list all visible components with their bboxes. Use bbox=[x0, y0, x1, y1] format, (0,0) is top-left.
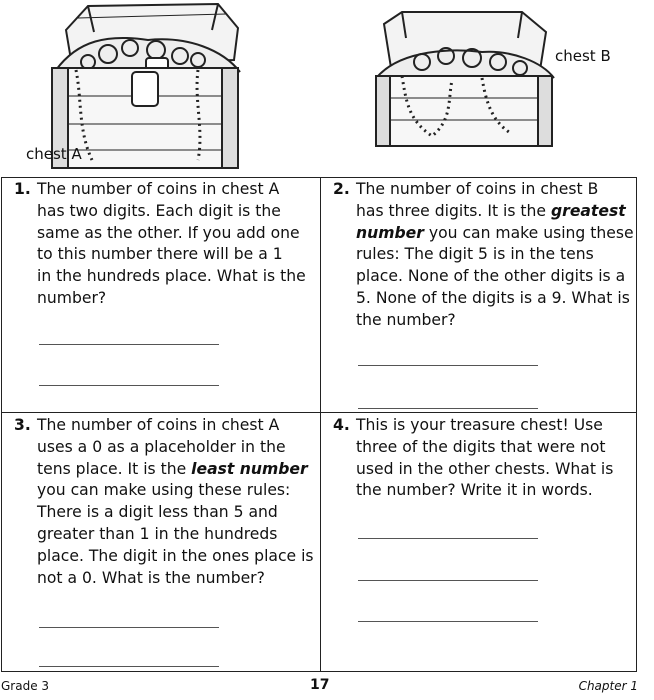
problem-4 bbox=[321, 414, 638, 672]
text-line: There is a digit less than 5 and bbox=[37, 503, 278, 522]
text-line bbox=[356, 201, 638, 223]
problem-number: 2. bbox=[333, 180, 350, 198]
text-line: has two digits. Each digit is the bbox=[37, 201, 281, 220]
chest-b-illustration bbox=[372, 10, 556, 150]
text-span: tens place. It is the bbox=[37, 459, 192, 478]
chest-b-label: chest B bbox=[555, 47, 611, 65]
problem-1 bbox=[2, 178, 320, 412]
problem-1-text bbox=[37, 179, 317, 310]
answer-line[interactable] bbox=[358, 621, 538, 622]
emphasis-number: number bbox=[356, 223, 424, 242]
text-line: This is your treasure chest! Use bbox=[356, 416, 603, 434]
text-span: has three digits. It is the bbox=[356, 201, 551, 220]
problem-number: 1. bbox=[14, 180, 31, 198]
footer-page-number: 17 bbox=[310, 677, 330, 693]
text-line: uses a 0 as a placeholder in the bbox=[37, 437, 286, 456]
answer-line[interactable] bbox=[358, 580, 538, 581]
text-line: same as the other. If you add one bbox=[37, 223, 300, 242]
problem-3 bbox=[2, 414, 320, 672]
chest-a-label: chest A bbox=[26, 145, 82, 163]
answer-line[interactable] bbox=[39, 666, 219, 667]
footer-grade: Grade 3 bbox=[1, 679, 50, 693]
grid-divider-horizontal bbox=[2, 412, 636, 413]
text-line: The number of coins in chest B bbox=[356, 180, 599, 198]
text-line: not a 0. What is the number? bbox=[37, 568, 265, 587]
text-line: you can make using these rules: bbox=[37, 481, 291, 500]
text-line: to this number there will be a 1 bbox=[37, 245, 283, 264]
text-span: you can make using these bbox=[423, 223, 634, 242]
problem-3-text bbox=[37, 415, 319, 589]
answer-line[interactable] bbox=[358, 408, 538, 409]
text-line: place. The digit in the ones place is bbox=[37, 546, 314, 565]
answer-line[interactable] bbox=[358, 365, 538, 366]
text-line: the number? bbox=[356, 310, 456, 329]
problem-number: 4. bbox=[333, 416, 350, 434]
problem-number: 3. bbox=[14, 416, 31, 434]
text-line: in the hundreds place. What is the bbox=[37, 267, 306, 286]
text-line: The number of coins in chest A bbox=[37, 416, 280, 434]
problem-4-text bbox=[356, 415, 638, 502]
text-line: place. None of the other digits is a bbox=[356, 267, 626, 286]
problem-grid bbox=[1, 177, 637, 672]
text-line: three of the digits that were not bbox=[356, 437, 606, 456]
text-line: rules: The digit 5 is in the tens bbox=[356, 245, 594, 264]
text-line: used in the other chests. What is bbox=[356, 459, 614, 478]
text-line: 5. None of the digits is a 9. What is bbox=[356, 288, 630, 307]
text-line bbox=[37, 459, 319, 481]
answer-line[interactable] bbox=[39, 344, 219, 345]
answer-line[interactable] bbox=[358, 538, 538, 539]
problem-2 bbox=[321, 178, 638, 412]
emphasis-greatest: greatest bbox=[550, 201, 626, 220]
text-line: The number of coins in chest A bbox=[37, 180, 280, 198]
text-line: greater than 1 in the hundreds bbox=[37, 524, 278, 543]
emphasis-least-number: least number bbox=[191, 459, 308, 478]
text-line: number? bbox=[37, 288, 107, 307]
answer-line[interactable] bbox=[39, 627, 219, 628]
answer-line[interactable] bbox=[39, 385, 219, 386]
footer-chapter: Chapter 1 bbox=[578, 679, 638, 693]
text-line bbox=[356, 223, 638, 245]
problem-2-text bbox=[356, 179, 638, 332]
text-line: the number? Write it in words. bbox=[356, 481, 593, 500]
